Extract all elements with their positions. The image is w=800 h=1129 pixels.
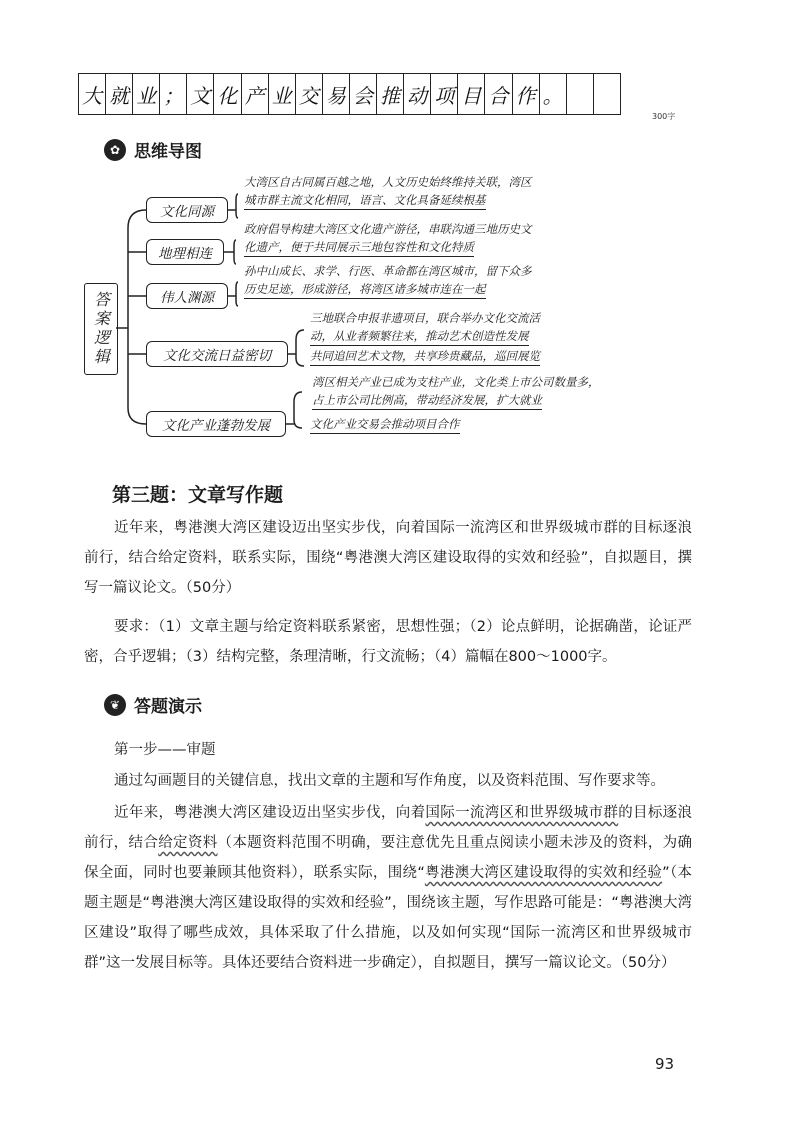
grid-cell: 动 xyxy=(404,74,431,114)
grid-cell: 业 xyxy=(269,74,296,114)
question-prompt: 近年来，粤港澳大湾区建设迈出坚实步伐，向着国际一流湾区和世界级城市群的目标逐浪前行，结合给定资料，联系实际，围绕“粤港澳大湾区建设取得的实效和经验”，自拟题目，撰写一篇议论文。（50分） xyxy=(84,520,692,596)
mindmap-note-4: 三地联合申报非遗项目，联合举办文化交流活 动，从业者频繁往来，推动艺术创造性发展 xyxy=(310,309,540,346)
section-title: 第三题：文章写作题 xyxy=(112,484,284,506)
key-phrase-target: 国际一流湾区和世界级城市群 xyxy=(425,805,619,821)
mindmap-note-4-extra: 共同追回艺术文物，共享珍贵藏品，巡回展览 xyxy=(310,347,540,366)
grid-cell: 目 xyxy=(458,74,485,114)
mindmap-branch-2: 地理相连 xyxy=(146,239,224,265)
mindmap-branch-3: 伟人渊源 xyxy=(146,283,228,309)
step-heading: 第一步——审题 xyxy=(114,742,216,758)
mindmap-note-5-extra: 文化产业交易会推动项目合作 xyxy=(310,415,460,434)
grid-cell: 项 xyxy=(431,74,458,114)
mindmap-note-5: 湾区相关产业已成为支柱产业，文化类上市公司数量多， 占上市公司比例高，带动经济发展，扩大就业 xyxy=(312,373,600,410)
grid-cell: 产 xyxy=(242,74,269,114)
mindmap-note-1: 大湾区自古同属百越之地，人文历史始终维持关联，湾区 城市群主流文化相同，语言、文化具备延续根基 xyxy=(244,173,532,210)
question-requirements: 要求：（1）文章主题与给定资料联系紧密，思想性强；（2）论点鲜明，论据确凿，论证严密，合乎逻辑；（3）结构完整，条理清晰，行文流畅；（4）篇幅在800～1000字。 xyxy=(84,619,692,665)
grid-cell: 作 xyxy=(513,74,540,114)
mindmap-note-3: 孙中山成长、求学、行医、革命都在湾区城市，留下众多 历史足迹，形成游径，将湾区诸多城市连在一起 xyxy=(244,262,532,299)
flower-icon: ✿ xyxy=(104,139,126,161)
grid-cell: 会 xyxy=(350,74,377,114)
mindmap-root: 答案逻辑 xyxy=(84,283,118,375)
grid-cell: 易 xyxy=(323,74,350,114)
mindmap-branch-5: 文化产业蓬勃发展 xyxy=(146,411,286,437)
grid-cell: 。 xyxy=(540,74,567,114)
step-analysis: 近年来，粤港澳大湾区建设迈出坚实步伐，向着国际一流湾区和世界级城市群的目标逐浪前行，结合给定资料（本题资料范围不明确，要注意优先且重点阅读小题未涉及的资料，为确保全面，同时也要兼顾其他资料），联系实际，围绕“粤港澳大湾区建设取得的实效和经验”（本题主题是“粤港澳大湾区建设取得的实效和经验”，围绕该主题，写作思路可能是：“粤港澳大湾区建设”取得了哪些成效，具体采取了什么措施，以及如何实现“国际一流湾区和世界级城市群”这一发展目标等。具体还要结合资料进一步确定），自拟题目，撰写一篇议论文。（50分） xyxy=(84,805,693,971)
word-count-mark: 300字 xyxy=(652,112,676,121)
key-phrase-materials: 给定资料 xyxy=(158,835,218,851)
grid-cell: 业 xyxy=(133,74,160,114)
grid-cell: 化 xyxy=(214,74,241,114)
grid-cell: 推 xyxy=(377,74,404,114)
grid-cell: 大 xyxy=(79,74,106,114)
grid-cell: 文 xyxy=(187,74,214,114)
grid-cell: 合 xyxy=(485,74,512,114)
key-phrase-theme: 粤港澳大湾区建设取得的实效和经验 xyxy=(424,865,663,881)
mindmap-branch-4: 文化交流日益密切 xyxy=(146,341,288,367)
mindmap-branch-1: 文化同源 xyxy=(146,197,228,223)
grid-cell: ； xyxy=(160,74,187,114)
grid-cell: 交 xyxy=(296,74,323,114)
demo-heading xyxy=(104,692,202,717)
demo-heading-text: 答题演示 xyxy=(134,697,202,717)
grid-cell: 就 xyxy=(106,74,133,114)
page-number: 93 xyxy=(655,1055,675,1073)
lotus-icon: ❦ xyxy=(104,694,126,716)
step-intro: 通过勾画题目的关键信息，找出文章的主题和写作角度，以及资料范围、写作要求等。 xyxy=(114,773,665,789)
mindmap-heading-text: 思维导图 xyxy=(134,142,202,162)
mindmap-note-2: 政府倡导构建大湾区文化遗产游径，串联沟通三地历史文 化遗产，便于共同展示三地包容性和文化特质 xyxy=(244,220,532,257)
